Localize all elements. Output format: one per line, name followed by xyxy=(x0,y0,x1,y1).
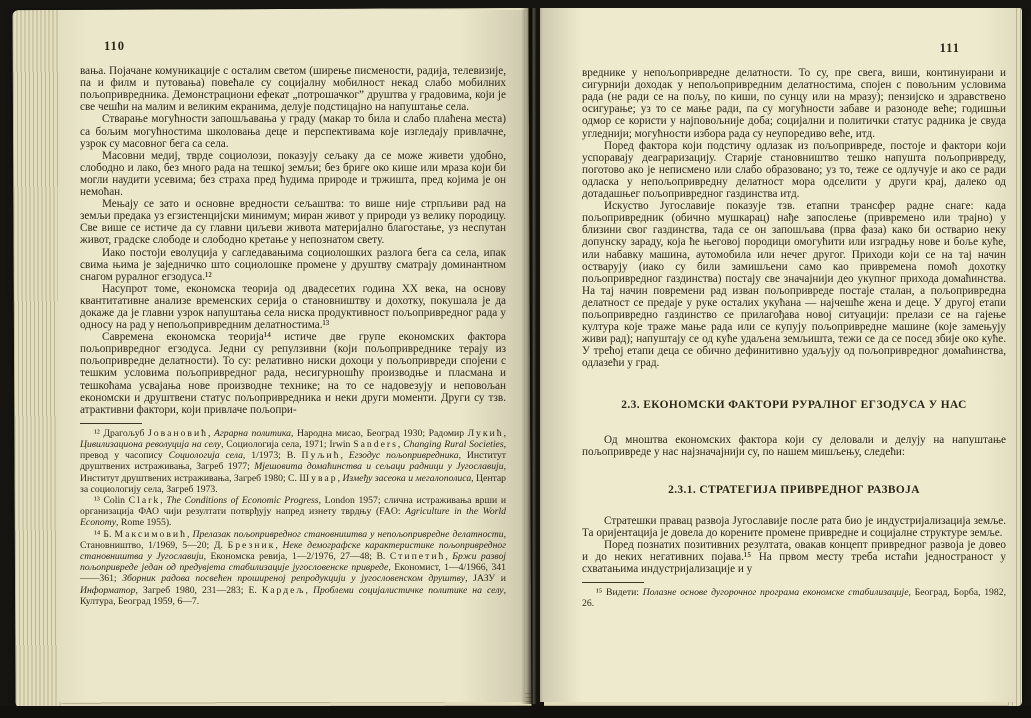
footnote-text-segment: Јовановић xyxy=(148,427,209,439)
footnote-text-segment: , Народна мисао, Београд 1930; Радомир xyxy=(291,427,468,439)
footnote xyxy=(80,495,506,529)
footnote-text-segment: , xyxy=(160,495,167,507)
paragraph: Насупрот томе, економска теорија од двадесетих година XX века, на основу квантитативне анализе временских серија о становништву и дохотку, покушала је да докаже да је главни узрок напуштања села ниска продуктивност пољопривредног рада у односу на рад у непољопривредним делатностима.¹³ xyxy=(80,282,506,332)
footnote-title-segment: Полазне основе дугорочног програма економске стабилизације xyxy=(642,587,909,599)
footnote-text-segment: Кардељ xyxy=(261,584,306,596)
left-page xyxy=(58,10,525,702)
left-page-footnotes xyxy=(80,428,506,607)
footnote-text-segment: ¹⁵ Видети: xyxy=(596,587,643,599)
footnote-text-segment: , London 1957; слична истраживања врши и организација ФАО чији резултати потврђују напред изнету тврдњу (FAO: xyxy=(80,495,507,518)
footnote-text-segment: Брезник xyxy=(227,539,276,551)
footnote-text-segment: , xyxy=(397,439,404,451)
right-page xyxy=(540,8,1014,702)
footnote-title-segment: Између засеока и мегалополиса xyxy=(342,472,472,484)
footnote-text-segment: , Економист, 1—4/1966, 341——361; xyxy=(80,562,506,585)
footnote-title-segment: Бржи развој пољопривреде један од предувјета стабилизације југословенске привреде xyxy=(80,551,506,574)
footnote-text-segment: , Центар за социологију села, Загреб 1973. xyxy=(80,472,506,495)
footnote-text-segment: Пуљић xyxy=(301,450,341,462)
right-page-footnotes xyxy=(582,587,1006,609)
footnote-text-segment: , xyxy=(305,584,313,596)
footnote-text-segment: ¹⁴ Б. xyxy=(94,528,115,540)
footnote-text-segment: Лукић xyxy=(467,427,504,439)
footnote xyxy=(80,529,506,607)
footnote-text-segment: , Институт друштвених истраживања, Загреб 1980; С. xyxy=(80,461,507,484)
footnote-title-segment: Проблеми социјалистичке политике на селу xyxy=(312,584,504,596)
paragraph: Мењају се зато и основне вредности сељаштва: то више није стрпљиви рад на земљи предака уз егзистенцијски минимум; миран живот у природи уз велику породицу. Све више се истиче да су главни циљеви живота материјално благостање, уз неспутан живот, градске слободе и слободно кретање у непознатом свету. xyxy=(80,198,506,247)
footnote-text-segment: Максимовић xyxy=(114,528,187,540)
paragraph: вања. Појачане комуникације с осталим светом (ширење писмености, радија, телевизије, па и филм и путовања) повећале су социјалну мобилност некад слабо мобилних пољопривредника. Демонстрациони ефекат „потрошачког” друштва у градовима, који је све чешћи на малим и великим екранима, делује подстицајно на напуштање села. xyxy=(80,65,506,114)
footnote-title-segment: Неке демографске карактеристике пољопривредног становништва у Југославији xyxy=(80,539,506,563)
footnote-text-segment: ¹² Драгољуб xyxy=(94,427,149,439)
footnote-text-segment: , xyxy=(503,427,506,439)
book-spine-gutter xyxy=(521,8,543,704)
footnote-text-segment: Шувар xyxy=(299,472,338,484)
footnote xyxy=(80,428,506,495)
right-page-body xyxy=(582,67,1006,575)
scan-border-bottom xyxy=(0,706,1031,718)
footnote-text-segment: , Социологија села, 1971; Irwin xyxy=(221,439,354,451)
footnote-text-segment: , xyxy=(208,427,215,439)
footnote-text-segment: , xyxy=(186,528,193,540)
footnote-text-segment: Clark xyxy=(128,495,161,507)
page-number-left: 110 xyxy=(104,39,126,53)
paragraph: Од мноштва економских фактора који су деловали и делују на напуштање пољопривреде у нас најзначајнији су, по нашем мишљењу, следећи: xyxy=(582,433,1006,458)
footnote-text-segment: , Институт друштвених истраживања, Загреб 1977; xyxy=(80,450,506,473)
footnote-title-segment: Информатор xyxy=(80,584,136,596)
footnote-title-segment: Зборник радова посвећен проширеној репродукцији у југословенском друштву xyxy=(122,573,466,585)
footnote-text-segment: , xyxy=(337,472,343,484)
footnote-text-segment: ¹³ Colin xyxy=(94,495,129,507)
footnote-text-segment: , Rome 1955). xyxy=(116,517,172,529)
footnote-text-segment: , Становништво, 1/1969, 5—20; Д. xyxy=(80,528,506,551)
footnote-title-segment: Аграрна политика xyxy=(214,427,291,439)
footnote-text-segment: , Култура, Београд 1959, 6—7. xyxy=(80,584,507,607)
left-page-body xyxy=(80,65,506,416)
footnote-rule-left xyxy=(80,423,142,424)
footnote-title-segment: Социологија села xyxy=(168,450,243,462)
footnote-title-segment: Agriculture in the World Economy xyxy=(80,506,506,529)
footnote-text-segment: Sanders xyxy=(353,439,398,451)
subsection-heading: 2.3.1. СТРАТЕГИЈА ПРИВРЕДНОГ РАЗВОЈА xyxy=(668,483,920,496)
footnote-text-segment: , Загреб 1980, 231—283; Е. xyxy=(135,584,262,596)
footnote-text-segment: , превод у часопису xyxy=(80,439,507,462)
footnote-text-segment: , ЈАЗУ и xyxy=(465,573,506,585)
footnote-text-segment: , Економска ревија, 1—2/1976, 27—48; В. xyxy=(203,551,390,563)
footnote-text-segment: , xyxy=(275,539,283,551)
paragraph: Савремена економска теорија¹⁴ истиче две групе економских фактора пољопривредног егзодуса. Једни су репулзивни (који пољопривреднике терају из пољопривредне делатности). То су: релативно ниски дохоци у пољопривреди спојени с тешким условима пољопривредног рада, несигурношћу производње и пласмана и тешкоћама усвајања нове производне технике; на то се надовезују и неповољан економски и друштвени статус пољопривредника и неки други моменти. Други су тзв. атрактивни фактори, који привлаче пољопри- xyxy=(80,331,506,416)
paragraph: Иако постоји еволуција у сагледавањима социолошких разлога бега са села, ипак свима њима је заједничко што социолошке промене у друштву сматрају доминантном снагом руралног егзодуса.¹² xyxy=(80,246,506,283)
footnote-title-segment: Прелазак пољопривредног становништва у непољопривредне делатности xyxy=(192,528,504,540)
page-number-right: 111 xyxy=(939,41,960,55)
paragraph: Стратешки правац развоја Југославије после рата био је индустријализација земље. Та оријентација је довела до корените промене привредне и социјалне структуре земље. xyxy=(582,514,1006,539)
section-heading: 2.3. ЕКОНОМСКИ ФАКТОРИ РУРАЛНОГ ЕГЗОДУСА У НАС xyxy=(621,399,967,412)
footnote-text-segment: Стипетић xyxy=(389,551,446,563)
footnote-text-segment: , 1/1973; В. xyxy=(242,450,302,462)
footnote-title-segment: Мјешовита домаћинства и сељаци радници у Југославији xyxy=(254,461,504,473)
paragraph: Поред познатих позитивних резултата, овакав концепт привредног развоја је довео и до неких негативних појава.¹⁵ На првом месту треба истаћи једностраност у схватањима индустријализације и у xyxy=(582,539,1006,576)
footnote-text-segment: , Београд, Борба, 1982, 26. xyxy=(582,587,1006,610)
paragraph: Поред фактора који подстичу одлазак из пољопривреде, постоје и фактори који успоравају деаграризацију. Старије становништво тешко напушта пољопривреду, поготово ако је неписмено или слабо образовано; уз то, теже се одлучује и ако се ради одласка у непољопривредну делатност мора одселити у други крај, далеко од дотадашњег пољопривредног газдинства итд. xyxy=(582,139,1006,201)
footnote-text-segment: , xyxy=(445,551,453,563)
footnote-title-segment: Changing Rural Societies xyxy=(403,439,504,451)
paragraph: Масовни медиј, тврде социолози, показују сељаку да се може живети удобно, слободно и лако, без много рада на тешкој земљи; без бриге око кише или мраза који би могли наудити усевима; без страха пред ћудима природе и тржишта, пред којима је он немоћан. xyxy=(80,149,506,199)
paragraph: Искуство Југославије показује тзв. етапни трансфер радне снаге: када пољопривредник (обично мушкарац) нађе запослење (привремено или трајно) у близини свог газдинства, тада се он запошљава (прва фаза) како би остварио неку допунску зараду, која ће његовој породици омогућити или изградњу нове и боље куће, или набавку машина, аутомобила или нечег другог. Приходи који се на тај начин остварују (иако су били замишљени само као привремена помоћ дохотку пољопривредног газдинства) постају све значајнији део укупног прихода домаћинства. На тај начин повремени рад изван пољопривреде постаје сталан, а пољопривредна делатност се предаје у руке осталих укућана — најчешће жена и деце. У другој етапи пољопривредно газдинство се прилагођава новој ситуацији: прелази се на гајење култура које траже мање рада или се купују пољопривредне машине (које замењују живи рад); напуштају се од куће удаљена земљишта, тежи се да се посед збије око куће. У трећој етапи деца се обично дефинитивно удаљују од пољопривредног домаћинства, одлазећи у град. xyxy=(582,200,1006,370)
scan-border-top xyxy=(0,0,1031,8)
footnote-title-segment: The Conditions of Economic Progress xyxy=(166,495,319,507)
footnote-title-segment: Цивилизациона револуција на селу xyxy=(80,439,222,451)
paragraph: вреднике у непољопривредне делатности. То су, пре свега, виши, континуирани и сигурнији доходак у непољопривредним делатностима, спојен с повољним условима рада (не ради се на пољу, по киши, по сунцу или на мразу); пензијско и здравствено осигурање; уз то се мање ради, па су могућности забаве и разоноде веће; годишњи одмор се користи у најповољније доба; социјални и политички статус радника је свуда угледнији; могућности избора рада су неупоредиво веће, итд. xyxy=(582,67,1006,140)
footnote-rule-right xyxy=(582,582,644,583)
paragraph: Стварање могућности запошљавања у граду (макар то била и слабо плаћена места) са бољим могућностима школовања деце и перспективама које изгледају привлачне, узрок су масовног бега са села. xyxy=(80,113,506,150)
footnote xyxy=(582,587,1006,609)
footnote-title-segment: Егзодус пољопривредника xyxy=(348,450,459,462)
footnote-text-segment: , xyxy=(340,450,349,462)
